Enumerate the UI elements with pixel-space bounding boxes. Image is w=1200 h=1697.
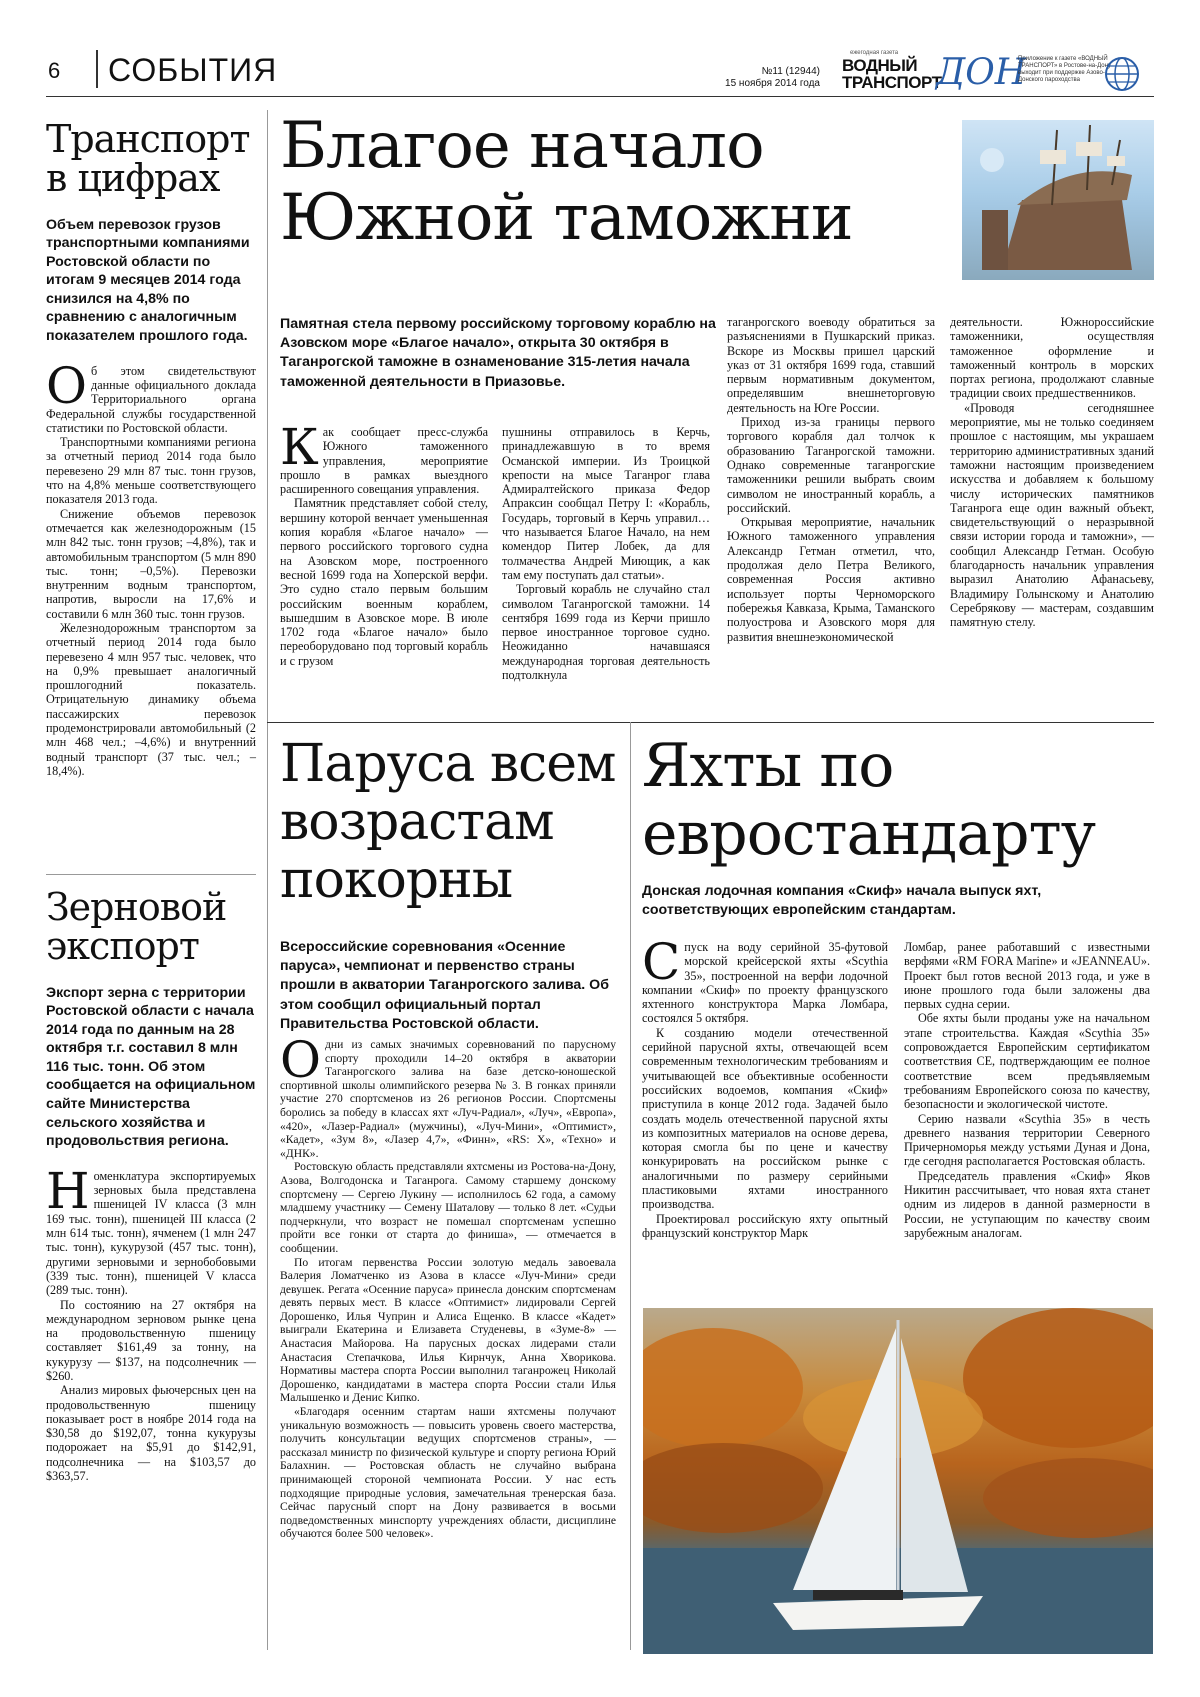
paragraph: Транспортными компаниями региона за отчетный период 2014 года было перевезено 29 млн 87 тыс. тонн грузов, что на 4,8% меньше соответствующего показателя 2013 года. bbox=[46, 435, 256, 507]
paragraph: таганрогского воеводу обратиться за разъяснениями в Пушкарский приказ. Вскоре из Москвы пришел царский указ от 31 октября 1699 года, ставший первым нормативным документом, определявшим внешнеторговую деятельность на Юге России. bbox=[727, 315, 935, 415]
paragraph: б этом свидетельствуют данные официального доклада Территориального органа Федеральной службы государственной статистики по Ростовской области. bbox=[46, 363, 256, 435]
sailboat-icon bbox=[643, 1308, 1153, 1654]
paragraph: По состоянию на 27 октября на международном зерновом рынке цена на продовольственную пшеницу составляет $161,49 за тонну, на кукурузу — $137, на подсолнечник — $260. bbox=[46, 1297, 256, 1383]
paragraph: Снижение объемов перевозок отмечается как железнодорожным (15 млн 842 тыс. тонн грузов; –4,8%), так и автомобильным транспортом (5 млн 890 тыс. тонн; –0,5%). Перевозки внутренним водным транспортом, напротив, выросли на 17,6% и составили 6 млн 360 тыс. тонн грузов. bbox=[46, 506, 256, 621]
paragraph: пушнины отправилось в Керчь, принадлежавшую в то время Османской империи. Из Троицкой крепости на мысе Таганрог глава Адмиралтейского приказа Федор Апраксин сообщал Петру I: «Корабль, Государь, торговый в Керчь управил… что называется Благое Начало, на нем комендор Питер Лобек, да для толмачества Андрей Миющик, а как там ему поступать дал статьи». bbox=[502, 425, 710, 582]
logo-note: Приложение к газете «ВОДНЫЙ ТРАНСПОРТ» в Ростове-на-Дону выходит при поддержке Азово-Донского пароходства bbox=[1018, 56, 1111, 83]
ship-icon bbox=[962, 120, 1154, 280]
sails-body bbox=[280, 1031, 616, 1541]
yacht-title: Яхты по евростандарту bbox=[642, 731, 1095, 869]
yacht-lead: Донская лодочная компания «Скиф» начала выпуск яхт, соответствующих европейским стандартам. bbox=[642, 883, 1042, 919]
issue-number: №11 (12944) bbox=[761, 66, 820, 77]
paragraph: К созданию модели отечественной серийной парусной яхты, отвечающей всем современным технологическим требованиям и учитывающей все объективные особенности российских водоемов, компания «Скиф» приступила в конце 2012 года. Задачей было создать модель отечественной парусной яхты из композитных материалов на основе дерева, которая смогла бы по цене и качеству конкурировать на российском рынке с аналогичными по размеру серийными пластиковыми яхтами иностранного производства. bbox=[642, 1025, 888, 1212]
masthead-logo bbox=[842, 50, 1142, 95]
header-bottom-rule bbox=[46, 96, 1154, 97]
grain-body bbox=[46, 1161, 256, 1484]
paragraph: дни из самых значимых соревнований по парусному спорту проходили 14–20 октября в акватории Таганрогского залива на базе детско-юношеской спортивной школы олимпийского резерва № 3. В гонках приняли участие 270 спортсменов из 26 регионов России. Спортсмены боролись за победу в классах яхт «Луч-Радиал», «Луч», «Европа», «420», «Лазер-Радиал» (мужчины), «Луч-Мини», «Оптимист», «Кадет», «Зум 8», «Лазер 4,7», «Финн», «RS: X», «Техно» и «ДНК». bbox=[280, 1038, 616, 1160]
transport-title: Транспорт в цифрах bbox=[46, 117, 250, 200]
column-divider bbox=[267, 110, 268, 1650]
page-number: 6 bbox=[48, 58, 61, 83]
mid-column-divider bbox=[630, 722, 631, 1650]
ship-monument-photo bbox=[962, 120, 1154, 280]
paragraph: Памятник представляет собой стелу, вершину которой венчает уменьшенная копия корабля «Благое начало» — первого российского торгового судна на Азовском море, построенного весной 1699 года на Хоперской верфи. Это судно стало первым большим российским военным кораблем, вышедшим в Азовское море. В июле 1702 года «Благое начало» было переоборудовано под торговый корабль и с грузом bbox=[280, 496, 488, 668]
customs-col3 bbox=[727, 315, 935, 644]
logo-small: ежегодная газета bbox=[850, 50, 899, 56]
customs-col1 bbox=[280, 418, 488, 668]
left-column-2 bbox=[46, 885, 256, 1484]
paragraph: «Благодаря осенним стартам наши яхтсмены получают уникальную возможность — повысить уровень своего мастерства, получить консультации ведущих спортсменов страны», — рассказал министр по физической культуре и спорту региона Юрий Балахнин. — Ростовская область не случайно выбрана принимающей стороной чемпионата России. У нас есть подходящие природные условия, замечательная тренерская база. Сейчас парусный спорт на Дону развивается в восьми подведомственных минспорту учреждениях области, дисциплине обучаются более 500 человек». bbox=[280, 1405, 616, 1541]
section-title: СОБЫТИЯ bbox=[108, 52, 278, 88]
drop-cap: К bbox=[280, 418, 319, 476]
logo-line1: ВОДНЫЙ bbox=[842, 56, 918, 75]
paragraph: Торговый корабль не случайно стал символом Таганрогской таможни. 14 сентября 1699 года из Керчи пришло первое иностранное торговое судно. Неожиданно начавшаяся международная торговая деятельность подтолкнула bbox=[502, 582, 710, 683]
paragraph: Председатель правления «Скиф» Яков Никитин рассчитывает, что новая яхта станет одним из лидеров в данной размерности в России, не уступающим по качеству своим зарубежным аналогам. bbox=[904, 1168, 1150, 1240]
paragraph: Открывая мероприятие, начальник Южного таможенного управления Александр Гетман отметил, что, продолжая дело Петра Великого, современная Россия активно использует порты Черноморского побережья Кавказа, Крыма, Таманского полуострова и Азовского моря для развития внешнеэкономической bbox=[727, 515, 935, 644]
paragraph: ак сообщает пресс-служба Южного таможенного управления, мероприятие прошло в рамках выездного расширенного совещания управления. bbox=[280, 425, 488, 497]
drop-cap: О bbox=[280, 1031, 321, 1089]
issue-info bbox=[700, 66, 820, 90]
grain-lead: Экспорт зерна с территории Ростовской области с начала 2014 года по данным на 28 октября т.г. составил 8 млн 116 тыс. тонн. Об этом сообщается на официальном сайте Министерства сельского хозяйства и продовольствия региона. bbox=[46, 984, 256, 1150]
paragraph: Анализ мировых фьючерсных цен на продовольственную пшеницу показывает рост в ноябре 2014 года на $30,58 до $192,07, тонна кукурузы подорожает на $5,91 до $142,91, подсолнечника — на $103,57 до $363,57. bbox=[46, 1383, 256, 1484]
paragraph: Приход из-за границы первого торгового корабля дал толчок к образованию Таганрогской таможни. Однако современные таганрогские таможенники решили выбрать своим символом не иностранный корабль, а российский. bbox=[727, 415, 935, 515]
customs-col2 bbox=[502, 425, 710, 682]
paragraph: оменклатура экспортируемых зерновых была представлена пшеницей IV класса (3 млн 169 тыс. тонн), пшеницей III класса (2 млн 614 тыс. тонн), ячменем (1 млн 247 тыс. тонн), кукурузой (457 тыс. тонн), другими зерновыми и зернобобовыми (339 тыс. тонн), пшеницей V класса (289 тыс. тонн). bbox=[46, 1168, 256, 1298]
paragraph: По итогам первенства России золотую медаль завоевала Валерия Ломатченко из Азова в классе «Луч-Мини» среди девушек. Регата «Осенние паруса» принесла донским спортсменам девять первых мест. В классе «Оптимист» лидировали Сергей Дорошенко, Илья Чуприн и Алиса Ещенко. В классе «Кадет» выиграли Екатерина и Елизавета Студеневы, в «Зуме-8» — Анастасия Майорова. На парусных досках лидерами стали Анастасия Степачкова, Илья Кирнчук, Анна Хворикова. Нормативы мастера спорта России выполнил таганрожец Николай Дорошенко, кандидатами в мастера спорта России стали Илья Малышенко и Денис Кипко. bbox=[280, 1255, 616, 1405]
yacht-photo bbox=[643, 1308, 1153, 1654]
logo-line2: ТРАНСПОРТ bbox=[842, 73, 942, 92]
globe-icon bbox=[1104, 56, 1140, 92]
yacht-col1 bbox=[642, 933, 888, 1240]
paragraph: Ломбар, ранее работавший с известными верфями «RM FORA Marine» и «JEANNEAU». Проект был готов весной 2013 года, и уже в июне прошлого года были заложены два первых судна серии. bbox=[904, 940, 1150, 1012]
header-divider bbox=[96, 50, 98, 88]
issue-date: 15 ноября 2014 года bbox=[725, 78, 820, 89]
mid-rule bbox=[267, 722, 1154, 723]
paragraph: Проектировал российскую яхту опытный французский конструктор Марк bbox=[642, 1211, 888, 1240]
logo-script: ДОН bbox=[936, 52, 1027, 93]
yacht-col2 bbox=[904, 940, 1150, 1240]
left-divider bbox=[46, 874, 256, 875]
drop-cap: С bbox=[642, 933, 681, 991]
grain-title: Зерновой экспорт bbox=[46, 885, 227, 968]
paragraph: Обе яхты были проданы уже на начальном этапе строительства. Каждая «Scythia 35» сопровождается Европейским сертификатом соответствия CE, подтверждающим ее полное соответствие всем предъявляемым требованиям Европейского союза по качеству, безопасности и экологической чистоте. bbox=[904, 1011, 1150, 1112]
paragraph: Серию назвали «Scythia 35» в честь древнего названия территории Северного Причерноморья между устьями Дуная и Дона, где сегодня располагается Ростовская область. bbox=[904, 1111, 1150, 1169]
customs-title: Благое начало Южной таможни bbox=[280, 109, 853, 255]
drop-cap: О bbox=[46, 356, 87, 415]
sails-lead: Всероссийские соревнования «Осенние паруса», чемпионат и первенство страны прошли в акватории Таганрогского залива. Об этом сообщил официальный портал Правительства Ростовской области. bbox=[280, 939, 609, 1032]
left-column bbox=[46, 117, 256, 778]
paragraph: деятельности. Южнороссийские таможенники, осуществляя таможенное оформление и таможенный контроль в морских портах региона, продолжают славные традиции своих предшественников. bbox=[950, 315, 1154, 401]
paragraph: Ростовскую область представляли яхтсмены из Ростова-на-Дону, Азова, Волгодонска и Таганрога. Самому старшему донскому спортсмену — Сергею Лукину — исполнилось 62 года, а самому младшему участнику — Семену Шаталову — только 8 лет. «Судьи подчеркнули, что возраст не помешал спортсменам успешно пройти все гонки от старта до финиша», — отмечается в сообщении. bbox=[280, 1160, 616, 1255]
paragraph: Железнодорожным транспортом за отчетный период 2014 года было перевезено 4 млн 957 тыс. человек, что на 0,9% превышает аналогичный прошлогодний показатель. Отрицательную динамику объема пассажирских перевозок продемонстрировали автомобильный (2 млн 468 чел.; –4,6%) и внутренний водный транспорт (37 тыс. чел.; –18,4%). bbox=[46, 621, 256, 778]
transport-body bbox=[46, 356, 256, 779]
transport-lead: Объем перевозок грузов транспортными компаниями Ростовской области по итогам 9 месяцев 2014 года снизился на 4,8% по сравнению с аналогичным показателем прошлого года. bbox=[46, 216, 250, 345]
paragraph: пуск на воду серийной 35-футовой морской крейсерской яхты «Scythia 35», построенной на верфи лодочной компании «Скиф» по проекту французского яхтенного конструктора Марка Ломбара, состоялся 5 октября. bbox=[642, 940, 888, 1026]
drop-cap: Н bbox=[46, 1161, 90, 1220]
sails-title: Паруса всем возрастам покорны bbox=[280, 734, 616, 910]
customs-col4 bbox=[950, 315, 1154, 630]
paragraph: «Проводя сегодняшнее мероприятие, мы не только соединяем прошлое с настоящим, мы украшаем территорию административных зданий таможни настоящим произведением искусства и добавляем к большому числу исторических памятников Таганрога еще один важный объект, свидетельствующий о неразрывной связи истории города и таможни», — сообщил Александр Гетман. Особую благодарность начальник управления выразил Анатолию Афанасьеву, Владимиру Голынскому и Анатолию Серебрякову — мастерам, создавшим памятную стелу. bbox=[950, 400, 1154, 630]
customs-lead: Памятная стела первому российскому торговому кораблю на Азовском море «Благое начало», открыта 30 октября в Таганрогской таможне в ознаменование 315-летия начала таможенной деятельности в Приазовье. bbox=[280, 316, 716, 390]
